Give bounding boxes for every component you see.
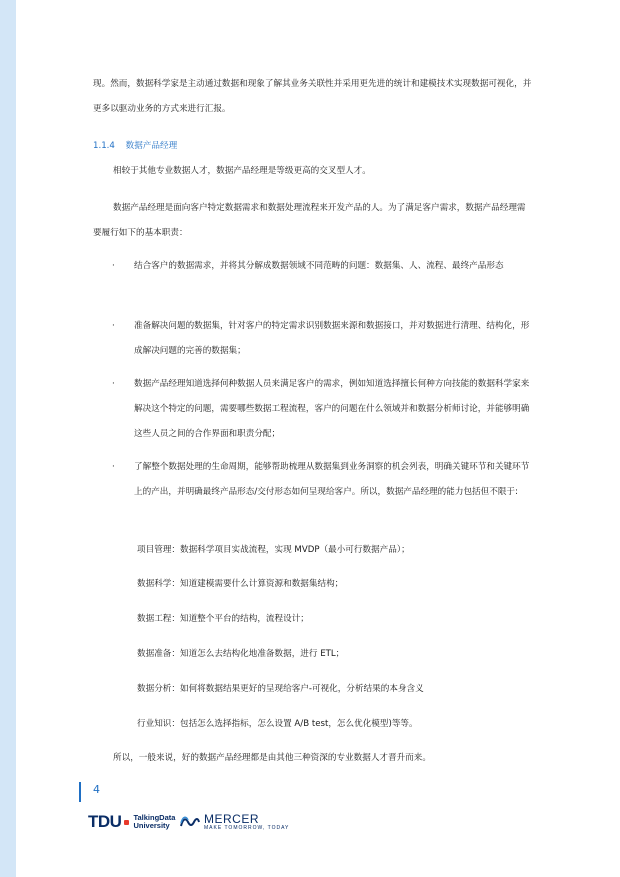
tdu-dot-icon: [124, 820, 129, 825]
mercer-words: [204, 813, 289, 832]
mercer-logo: [180, 811, 289, 833]
tdu-logo: [88, 811, 175, 833]
paragraph-2: 数据产品经理是面向客户特定数据需求和数据处理流程来开发产品的人。为了满足客户需求，数据产品经理需要履行如下的基本职责：: [93, 203, 526, 238]
bullet-item-4: 了解整个数据处理的生命周期，能够帮助梳理从数据集到业务洞察的机会列表，明确关键环节和关键环节上的产出，并明确最终产品形态/交付形态如何呈现给客户。所以，数据产品经理的能力包括但不限于:: [134, 462, 530, 497]
intro-paragraph: 现。然而，数据科学家是主动通过数据和现象了解其业务关联性并采用更先进的统计和建模技术实现数据可视化，并更多以驱动业务的方式来进行汇报。: [93, 79, 532, 114]
tdu-subtitle-line-2: University: [133, 821, 170, 830]
capability-item: 数据准备：知道怎么去结构化地准备数据，进行 ETL；: [137, 649, 345, 659]
capability-item: 数据工程：知道整个平台的结构，流程设计；: [137, 614, 309, 624]
capability-item: 行业知识：包括怎么选择指标，怎么设置 A/B test，怎么优化模型)等等。: [137, 719, 418, 729]
mercer-tagline: MAKE TOMORROW, TODAY: [204, 824, 290, 831]
page-side-bar: [0, 0, 16, 877]
tdu-logo-text: TDU: [88, 812, 122, 831]
capability-item: 数据科学：知道建模需要什么计算资源和数据集结构；: [137, 579, 344, 589]
bullet-marker: ·: [112, 261, 115, 271]
section-heading: [93, 134, 177, 159]
mercer-name: MERCER: [204, 811, 260, 826]
closing-paragraph: 所以，一般来说，好的数据产品经理都是由其他三种资深的专业数据人才晋升而来。: [113, 753, 431, 763]
bullet-item-1: 结合客户的数据需求，并将其分解成数据领域不同范畴的问题：数据集、人、流程、最终产品形态: [134, 261, 504, 271]
bullet-item-2: 准备解决问题的数据集，针对客户的特定需求识别数据来源和数据接口，并对数据进行清理、结构化，形成解决问题的完善的数据集；: [134, 321, 530, 356]
tdu-subtitle-line-1: TalkingData: [133, 813, 176, 822]
capability-item: 项目管理：数据科学项目实战流程，实现 MVDP（最小可行数据产品）；: [137, 545, 410, 555]
section-number: 1.1.4: [93, 141, 115, 151]
section-title: 数据产品经理: [125, 141, 178, 151]
capability-item: 数据分析：如何将数据结果更好的呈现给客户-可视化，分析结果的本身含义: [137, 684, 424, 694]
bullet-marker: ·: [112, 379, 115, 389]
page-number: 4: [93, 783, 100, 796]
paragraph-1: 相较于其他专业数据人才，数据产品经理是等级更高的交叉型人才。: [113, 166, 371, 176]
bullet-marker: ·: [112, 462, 115, 472]
tdu-subtitle: [133, 814, 175, 830]
bullet-item-3: 数据产品经理知道选择何种数据人员来满足客户的需求，例如知道选择擅长何种方向技能的数据科学家来解决这个特定的问题，需要哪些数据工程流程，客户的问题在什么领域并和数据分析师讨论，并能够明确这些人员之间的合作界面和职责分配；: [134, 379, 530, 439]
page-number-marker: [79, 782, 81, 802]
bullet-marker: ·: [112, 321, 115, 331]
mercer-mark-icon: [180, 816, 200, 828]
